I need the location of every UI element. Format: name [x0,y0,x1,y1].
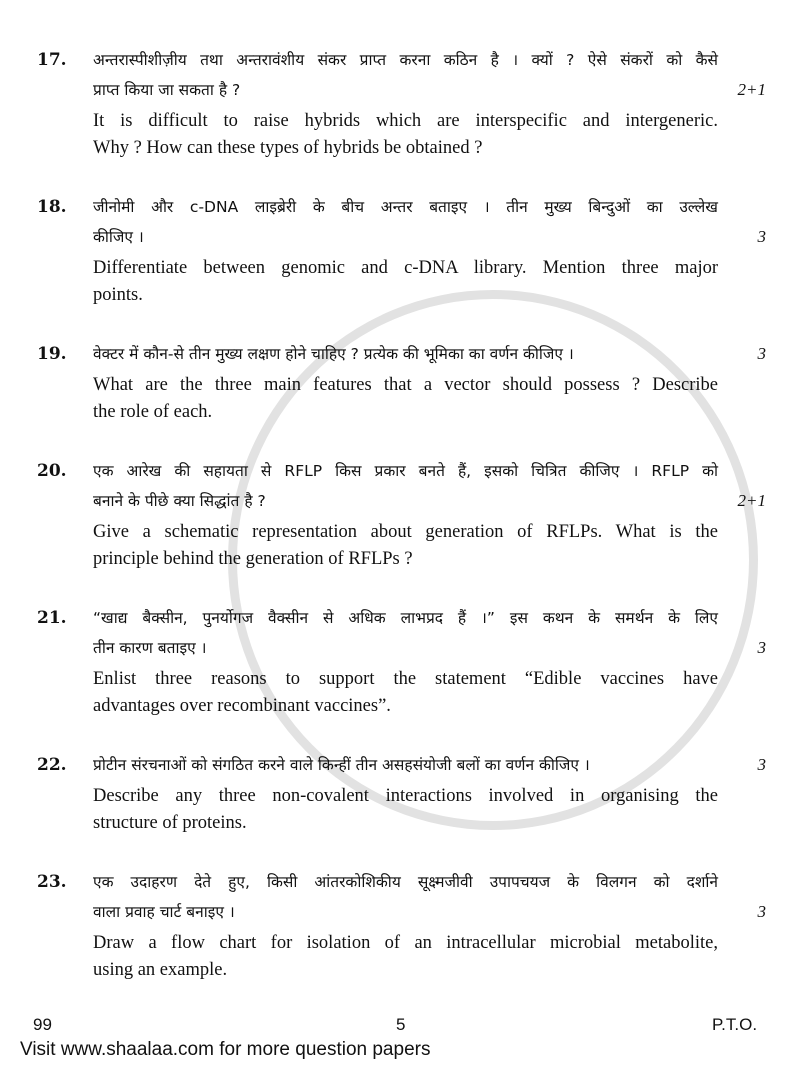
question-text-hindi: “खाद्य बैक्सीन, पुनर्योगज वैक्सीन से अधिक लाभप्रद हैं ।” इस कथन के समर्थन के लिए [93,609,718,627]
question-number: 21. [37,608,67,628]
question-18 [37,192,800,309]
question-text-english: points. [93,285,143,305]
question-text-english: What are the three main features that a vector should possess ? Describe [93,375,718,395]
question-text-hindi: एक उदाहरण देते हुए, किसी आंतरकोशिकीय सूक्ष्मजीवी उपापचयज के विलगन को दर्शाने [93,873,718,891]
question-text-english: Differentiate between genomic and c-DNA library. Mention three major [93,258,718,278]
question-number: 19. [37,344,67,364]
question-text-hindi: प्रोटीन संरचनाओं को संगठित करने वाले किन्हीं तीन असहसंयोजी बलों का वर्णन कीजिए । [93,756,590,774]
question-text-hindi: एक आरेख की सहायता से RFLP किस प्रकार बनते हैं, इसको चित्रित कीजिए । RFLP को [93,462,718,480]
question-22 [37,750,800,837]
marks: 3 [757,638,766,657]
question-text-hindi: वेक्टर में कौन-से तीन मुख्य लक्षण होने चाहिए ? प्रत्येक की भूमिका का वर्णन कीजिए । [93,345,574,363]
question-text-english: Draw a flow chart for isolation of an intracellular microbial metabolite, [93,933,718,953]
marks: 2+1 [737,491,766,510]
question-text-english: It is difficult to raise hybrids which are interspecific and intergeneric. [93,111,718,131]
page-number: 5 [396,1015,406,1034]
question-text-english: Describe any three non-covalent interactions involved in organising the [93,786,718,806]
question-text-english: the role of each. [93,402,213,422]
question-number: 23. [37,872,67,892]
question-17 [37,45,800,162]
question-text-english: Enlist three reasons to support the statement “Edible vaccines have [93,669,718,689]
question-text-english: structure of proteins. [93,813,247,833]
question-text-hindi: कीजिए । [93,228,144,246]
question-number: 18. [37,197,67,217]
marks: 3 [757,227,766,246]
question-19 [37,339,800,426]
visit-link[interactable]: Visit www.shaalaa.com for more question papers [20,1039,431,1060]
paper-code: 99 [33,1015,52,1034]
question-number: 17. [37,50,67,70]
question-text-hindi: अन्तरास्पीशीज़ीय तथा अन्तरावंशीय संकर प्राप्त करना कठिन है । क्यों ? ऐसे संकरों को कैसे [93,51,718,69]
question-text-hindi: वाला प्रवाह चार्ट बनाइए । [93,903,235,921]
question-20 [37,456,800,573]
question-text-hindi: बनाने के पीछे क्या सिद्धांत है ? [93,492,266,510]
question-21 [37,603,800,720]
question-text-english: advantages over recombinant vaccines”. [93,696,391,716]
footer [0,1014,800,1038]
question-text-hindi: तीन कारण बताइए । [93,639,207,657]
marks: 2+1 [737,80,766,99]
question-text-english: using an example. [93,960,228,980]
question-text-english: principle behind the generation of RFLPs ? [93,549,413,569]
question-text-english: Why ? How can these types of hybrids be obtained ? [93,138,483,158]
question-text-hindi: जीनोमी और c-DNA लाइब्रेरी के बीच अन्तर बताइए । तीन मुख्य बिन्दुओं का उल्लेख [93,198,718,216]
question-text-hindi: प्राप्त किया जा सकता है ? [93,81,241,99]
please-turn-over: P.T.O. [712,1015,758,1034]
marks: 3 [757,902,766,921]
question-23 [37,867,800,984]
question-number: 20. [37,461,67,481]
question-number: 22. [37,755,67,775]
marks: 3 [757,344,766,363]
question-text-english: Give a schematic representation about generation of RFLPs. What is the [93,522,718,542]
marks: 3 [757,755,766,774]
